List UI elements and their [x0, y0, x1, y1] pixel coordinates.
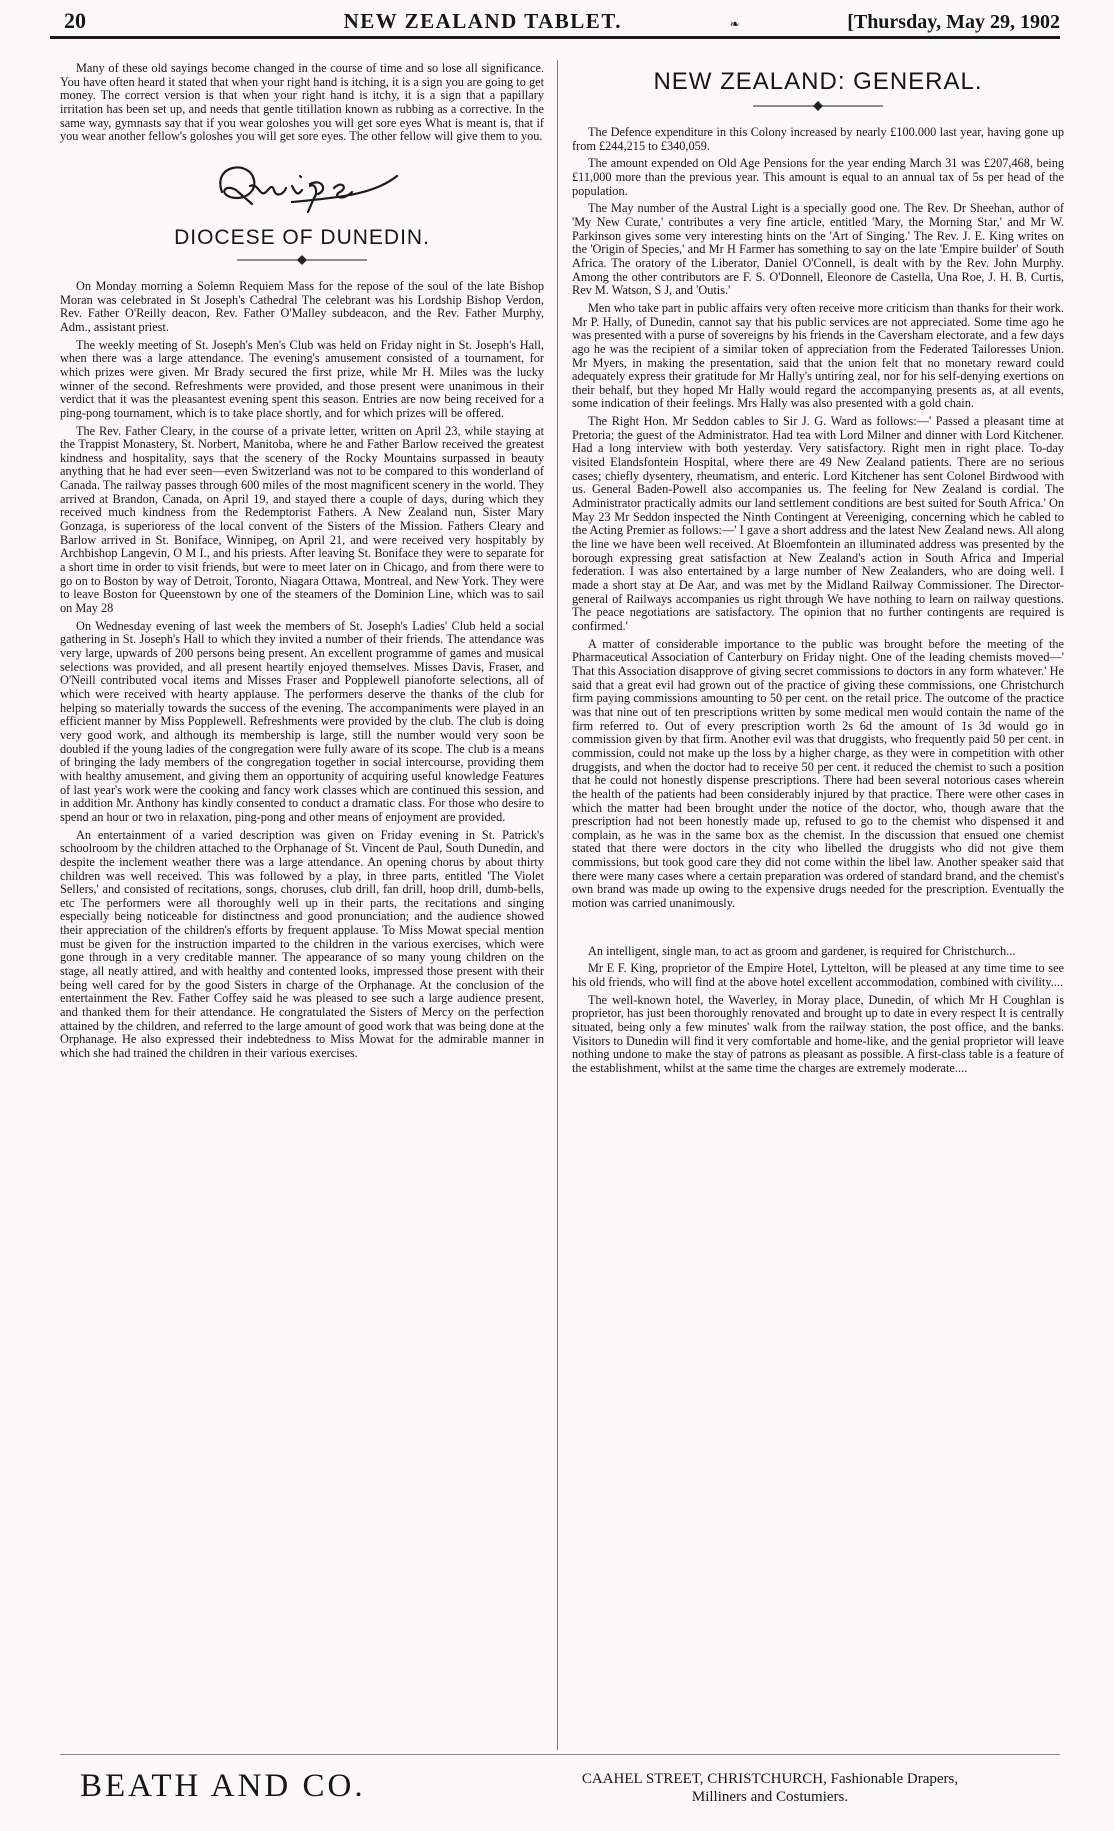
- page-number: 20: [64, 8, 86, 33]
- advert-empire-hotel: Mr E F. King, proprietor of the Empire Hotel, Lyttelton, will be pleased at any time time to see his old friends, who will find at the above hotel excellent accommodation, combined with civility....: [572, 961, 1064, 990]
- diocese-paragraph-5: An entertainment of a varied description was given on Friday evening in St. Patrick's schoolroom by the children attached to the Orphanage of St. Vincent de Paul, South Dunedin, and despite the inclement weather there was a large attendance. An opening chorus by about thirty children was well received. This was followed by a play, in three parts, entitled 'The Violet Sellers,' and consisted of recitations, songs, choruses, club drill, fan drill, hoop drill, dumb-bells, etc The performers were all thoroughly well up in their parts, the recitations and singing especially being noticeable for distinctness and good pronunciation; and the audience showed their appreciation of the children's efforts by frequent applause. To Miss Mowat special mention must be given for the instruction imparted to the children in the various exercises, which were gone through in a very creditable manner. The appearance of so many young children on the stage, all neatly attired, and with healthy and contented looks, impressed those present with their being well cared for by the good Sisters in charge of the Orphanage. At the conclusion of the entertainment the Rev. Father Coffey said he was pleased to see such a large audience present, and thanked them for their attendance. He congratulated the Sisters of Mercy on the perfection attained by the children, and referred to the large amount of good work that was being done at the Orphanage. He also expressed their indebtedness to Miss Mowat for the admirable manner in which she had trained the children in their various exercises.: [60, 827, 544, 1061]
- diocese-paragraph-2: The weekly meeting of St. Joseph's Men's Club was held on Friday night in St. Joseph's Hall, when there was a large attendance. The evening's amusement consisted of a tournament, for which prizes were given. Mr Brady secured the first prize, while Mr H. Miles was the lucky winner of the second. Refreshments were provided, and those present were unanimous in their verdict that it was the pleasantest evening spent this season. Entries are now being received for a ping-pong tournament, which is to take place shortly, and for which prizes will be offered.: [60, 337, 544, 420]
- column-divider: [557, 60, 558, 1750]
- general-paragraph-5: The Right Hon. Mr Seddon cables to Sir J. G. Ward as follows:—' Passed a pleasant time at Pretoria; the guest of the Administrator. Had tea with Lord Milner and dinner with Lord Kitchener. Had a long interview with both yesterday. Very satisfactory. Right men in right place. To-day visited Elandsfontein Hospital, where there are 49 New Zealand patients. There are no serious cases; chiefly dysentery, rheumatism, and enteric. Lord Kitchener has sent Colonel Birdwood with us. General Baden-Powell also accompanies us. The feeling for New Zealand is cordial. The Administrator practically admits our land settlement conditions are best suited for South Africa.' On May 23 Mr Seddon inspected the Ninth Contingent at Vereeniging, concerning which he cabled to the Acting Premier as follows:—' I gave a short address and the latest New Zealand news. All along the line we have been well received. At Bloemfontein an illuminated address was presented by the borough expressing great satisfaction at New Zealand's action in South Africa and Imperial federation. I was also entertained by a large number of New Zealanders, who are doing well. I made a short stay at De Aar, and was met by the Midland Railway Commissioner. The Director-general of Railways accompanies us right through We have nothing to learn on railway questions. The peace negotiations are satisfactory. The opinion that no further contingents are required is confirmed.': [572, 414, 1064, 633]
- diocese-paragraph-3: The Rev. Father Cleary, in the course of a private letter, written on April 23, while staying at the Trappist Monastery, St. Norbert, Manitoba, where he and Father Barlow received the greatest kindness and hospitality, says that the scenery of the Rocky Mountains surpassed in beauty anything that he had ever seen—even Switzerland was not to be compared to this wonderland of Canada. The railway passes through 600 miles of the most magnificent scenery in the world. They arrived at Brandon, Canada, on April 19, and stayed there a couple of days, during which they received much kindness from the Redemptorist Fathers. A New Zealand nun, Sister Mary Gonzaga, is superioress of the local convent of the Sisters of the Mission. Fathers Cleary and Barlow arrived in St. Boniface, Winnipeg, on April 21, and were received very hospitably by Archbishop Langevin, O M I., and his priests. After leaving St. Boniface they were to separate for a short time in order to visit friends, but were to meet later on in Chicago, and from there were to go on to Boston by way of Detroit, Toronto, Niagara Ottawa, Montreal, and New York. They were to leave Boston for Queenstown by one of the steamers of the Dominion Line, which was to sail on May 28: [60, 423, 544, 616]
- diocese-heading: DIOCESE OF DUNEDIN.: [174, 225, 430, 249]
- diocese-paragraph-1: On Monday morning a Solemn Requiem Mass for the repose of the soul of the late Bishop Moran was celebrated in St Joseph's Cathedral The celebrant was his Lordship Bishop Verdon, Rev. Father O'Reilly deacon, Rev. Father O'Malley subdeacon, and the Rev. Father Murphy, Adm., assistant priest.: [60, 278, 544, 334]
- left-column: [60, 62, 544, 1065]
- footer-address-line-2: Milliners and Costumiers.: [691, 1789, 849, 1805]
- quips-paragraph: Many of these old sayings become changed in the course of time and so lose all significance. You have often heard it stated that when your right hand is itching, it is a sign you are going to get money. The correct version is that when your right hand is itchy, it is a sign that a papillary irritation has been set up, and needs that gentle titillation known as rubbing as a corrective. In the same way, gymnasts say that if you wear goloshes you will get sore eyes What is meant is, that if you wear another fellow's goloshes you will get sore eyes. The other fellow will give them to you.: [60, 61, 544, 144]
- right-column: [572, 62, 1064, 1080]
- ornamental-rule-icon: [237, 254, 367, 266]
- issue-date: [Thursday, May 29, 1902: [847, 11, 1060, 33]
- footer-address-line-1: CAAHEL STREET, CHRISTCHURCH, Fashionable Drapers,: [581, 1771, 959, 1787]
- general-paragraph-4: Men who take part in public affairs very often receive more criticism than thanks for their work. Mr P. Hally, of Dunedin, cannot say that his public services are not appreciated. Some time ago he was presented with a purse of sovereigns by his friends in the Caversham electorate, and a few days ago he was the recipient of a similar token of appreciation from the Federated Tailoresses Union. Mr Myers, in making the presentation, said that the union felt that no monetary reward could adequately express their gratitude for Mr Hally's untiring zeal, nor for his self-denying exertions on their behalf, but they hoped Mr Hally would regard the accompanying presents as, at all events, some indication of their feelings. Mrs Hally was also presented with a gold chain.: [572, 300, 1064, 411]
- diocese-paragraph-4: On Wednesday evening of last week the members of St. Joseph's Ladies' Club held a social gathering in St. Joseph's Hall to which they invited a number of their friends. The attendance was very large, upwards of 200 persons being present. An excellent programme of games and musical selections was provided, and all present heartily enjoyed themselves. Misses Davis, Fraser, and O'Neill contributed vocal items and Misses Fraser and Popplewell pianoforte selections, all of which were received with hearty applause. The performers deserve the thanks of the club for helping so materially towards the success of the evening. The accompaniments were played in an efficient manner by Miss Popplewell. Refreshments were provided by the club. The club is doing very good work, and although its membership is large, still the number would very soon be doubled if the young ladies of the congregation were fully aware of its scope. The club is a means of bringing the lady members of the congregation together in social intercourse, providing them with healthy amusement, and giving them an opportunity of acquiring useful knowledge Features of last year's work were the cooking and fancy work classes which are continued this session, and in addition Mr. Anthony has kindly consented to conduct a dramatic class. For those who desire to spend an hour or two in relaxation, ping-pong and other means of enjoyment are provided.: [60, 618, 544, 824]
- general-paragraph-6: A matter of considerable importance to the public was brought before the meeting of the Pharmaceutical Association of Canterbury on Friday night. One of the leading chemists moved—' That this Association disapprove of giving secret commissions to doctors in any form whatever.' He said that a great evil had grown out of the practice of giving these commissions, one Christchurch firm paying commissions amounting to 50 per cent. on the retail price. The outcome of the practice was that nine out of ten prescriptions written by some medical men would contain the name of the firm referred to. Out of every prescription worth 2s 6d the amount of 1s 3d would go in commission given by that firm. Another evil was that druggists, who frequently paid 50 per cent. in commission, could not make up the loss by a higher charge, as they were in competition with other druggists, and when the doctor had to receive 50 per cent. it reduced the chemist to such a position that he could not honestly dispense prescriptions. There had been several notorious cases wherein the health of the patients had been considerably injured by that practice. There were other cases in which the matter had been brought under the notice of the doctor, who, though aware that the prescription had not been honestly made up, refused to go to the chemist who dispensed it and complain, as he was in the same box as the chemist. In the discussion that ensued one chemist stated that there were doctors in the city who libelled the druggists who did not give them commissions, but took good care they did not come within the libel law. Another speaker said that there were many cases where a certain preparation was ordered of standard brand, and the chemist's own brand was made up owing to the expensive drugs needed for the prescription. Eventually the motion was carried unanimously.: [572, 636, 1064, 911]
- general-heading: NEW ZEALAND: GENERAL.: [653, 68, 983, 95]
- footer-rule: [60, 1754, 1060, 1755]
- quips-signature: [60, 152, 544, 216]
- quips-signature-icon: [192, 154, 412, 214]
- general-paragraph-2: The amount expended on Old Age Pensions for the year ending March 31 was £207,468, being £11,000 more than the previous year. This amount is equal to an annual tax of 5s per head of the population.: [572, 156, 1064, 198]
- advert-separator: [572, 915, 1064, 945]
- header-ornament-icon: ❧: [729, 17, 740, 31]
- footer-firm-name: BEATH AND CO.: [80, 1768, 366, 1804]
- general-paragraph-3: The May number of the Austral Light is a specially good one. The Rev. Dr Sheehan, author of 'My New Curate,' contributes a very fine article, entitled 'Mary, the Morning Star,' and Mr W. Parkinson gives some very interesting hints on the 'Art of Singing.' The Rev. J. E. King writes on the 'Origin of Species,' and Mr H Farmer has something to say on the late 'Empire builder' of South Africa. The oratory of the Liberator, Daniel O'Connell, is dealt with by the Rev. John Murphy. Among the other contributors are F. S. O'Donnell, Eleonore de Castella, Una Roe, J. H. B. Curtis, Rev M. Watson, S J, and 'Outis.': [572, 201, 1064, 298]
- page-footer-advert: [60, 1760, 1060, 1820]
- ornamental-rule-icon: [753, 100, 883, 112]
- footer-firm-address: [540, 1770, 1000, 1806]
- masthead-title: NEW ZEALAND TABLET.: [343, 9, 622, 33]
- page-header: [50, 6, 1060, 39]
- advert-groom: An intelligent, single man, to act as groom and gardener, is required for Christchurch...: [588, 943, 1016, 958]
- advert-waverley-hotel: The well-known hotel, the Waverley, in Moray place, Dunedin, of which Mr H Coughlan is proprietor, has just been thoroughly renovated and brought up to date in every respect It is centrally situated, being only a few minutes' walk from the railway station, the post office, and the banks. Visitors to Dunedin will find it very comfortable and home-like, and the genial proprietor will leave nothing undone to make the stay of patrons as pleasant as possible. A first-class table is a feature of the establishment, whilst at the same time the charges are extremely moderate....: [572, 992, 1064, 1075]
- general-paragraph-1: The Defence expenditure in this Colony increased by nearly £100.000 last year, having gone up from £244,215 to £340,059.: [572, 125, 1064, 153]
